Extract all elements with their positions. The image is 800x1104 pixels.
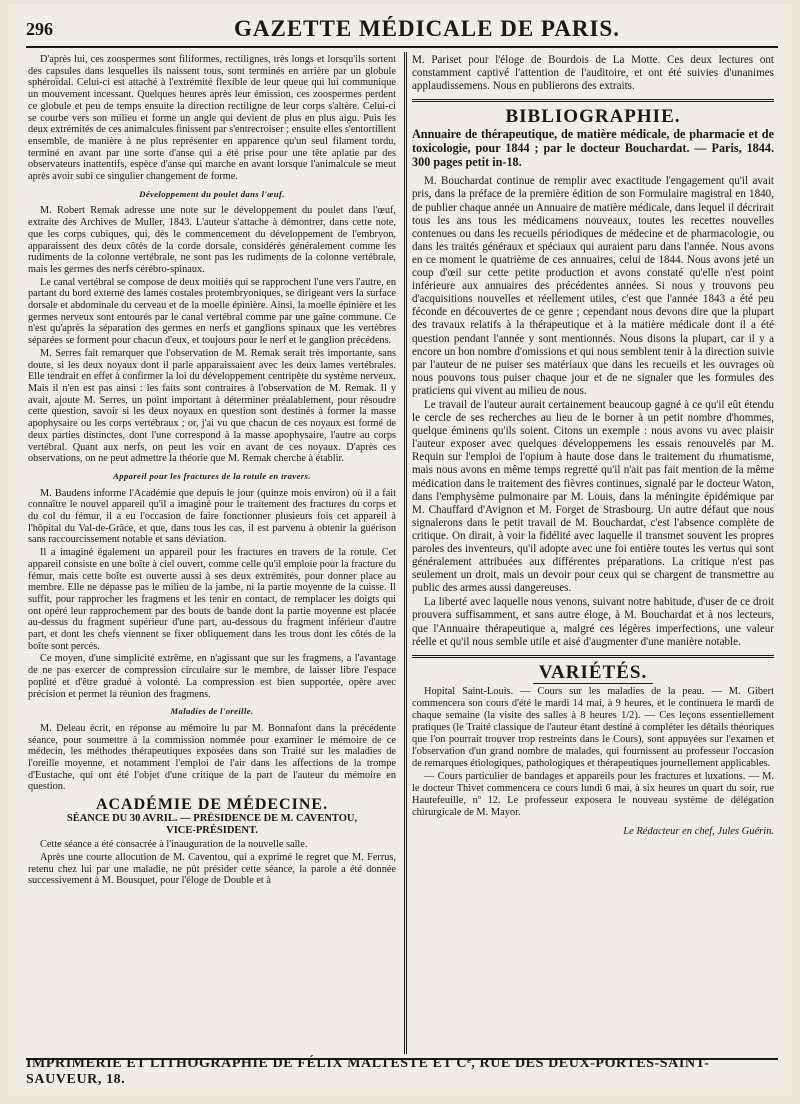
subheading-poulet: Développement du poulet dans l'œuf. [139, 188, 285, 199]
section-title-bibliographie: BIBLIOGRAPHIE. [505, 106, 681, 128]
paragraph: Après une courte allocution de M. Caventou, qui a exprimé le regret que M. Ferrus, retenu chez lui par une maladie, ne pût présider cette séance, la parole a été donnée successivement à M. Bousquet, pour l'éloge de Double et à [28, 852, 396, 887]
book-citation: Annuaire de thérapeutique, de matière médicale, de pharmacie et de toxicologie, pour 1844 ; par le docteur Bouchardat. — Paris, 1844. 300 pages petit in-18. [412, 127, 774, 170]
right-column [412, 54, 774, 1054]
varietes-section [412, 686, 774, 819]
header-rule [26, 46, 778, 48]
paragraph: Ce moyen, d'une simplicité extrême, en n'agissant que sur les fragmens, a l'avantage de ne pas exercer de compression circulaire sur le membre, de laisser libre l'espace poplité et d'être gradué à volonté. La compression est bien supportée, opère avec précision et permet la réunion des fragmens. [28, 653, 396, 700]
section-title-varietes: VARIÉTÉS. [538, 661, 648, 683]
column-divider [404, 52, 407, 1054]
subheading-rotule: Appareil pour les fractures de la rotule en travers. [113, 470, 311, 481]
review-paragraph: La liberté avec laquelle nous venons, suivant notre habitude, d'user de ce droit prouvera suffisamment, et sans autre éloge, à M. Bouchardat et à nos lecteurs, que l'Annuaire thérapeutique a, malgré ces légères imperfections, une valeur réelle et qu'il nous semble utile et aisé d'augmenter d'une manière notable. [412, 596, 774, 648]
paragraph: Le canal vertébral se compose de deux moitiés qui se rapprochent l'une vers l'autre, en partant du bord externe des lames costales protembryoniques, se dirigeant vers la surface dorsale et abdominale du cerveau et de la moelle épinière. Ainsi, la moelle épinière et les germes nerveux sont entourés par le canal vertébral comme par une gaîne commune. Ce n'est qu'après la séparation des germes en nerfs et ganglions spinaux que les vertèbres séparées se forment pour chacun d'eux, et toujours pour le nerf et le ganglion précédens. [28, 276, 396, 347]
paragraph: M. Serres fait remarquer que l'observation de M. Remak serait très importante, sans doute, si les deux noyaux dont il parle apparaissaient avec les deux lames vertébrales. Elle tendrait en effet à confirmer la loi du développement centripète du système nerveux. Mais il n'en est pas ainsi : les faits sont contraires à l'observation de M. Remak. Il y avait, ajoute M. Serres, un point important à déterminer préalablement, pour résoudre cette question, savoir si les deux noyaux en question sont destinés à former la masse apophysaire ou les corps vertébraux ; or, j'ai vu que chacun de ces noyaux est formé de deux parties distinctes, dont l'une correspond à la masse apophysaire, l'autre au corps vertébral. Quant aux nerfs, on peut les voir en avant de ces noyaux. D'après ces observations, on ne peut admettre la théorie que M. Remak cherche à établir. [28, 347, 396, 465]
review-paragraph: Le travail de l'auteur aurait certainement beaucoup gagné à ce qu'il eût étendu le cercle de ses recherches au lieu de le borner à un petit nombre d'hommes, quelque éminens qu'ils soient. Citons un exemple : nous avons vu avec plaisir l'auteur exposer avec quelques développemens les essais renouvelés par M. Requin sur l'emploi de l'opium à haute dose dans le traitement du rhumatisme, mais nous avons en même temps regretté qu'il n'ait pas fait mention de la même médication dans le traitement des fièvres continues, signalé par le docteur Waton, dans l'emphysème pulmonaire par M. Louis, dans la méningite épidémique par M. Chauffard d'Avignon et M. Forget de Strasbourg. Un autre défaut que nous signalerons dans le petit travail de M. Bouchardat, c'est l'absence complète de critique. On dirait, à voir la fidélité avec laquelle il transmet souvent les propres paroles des inventeurs, qu'il adopte avec une foi entière toutes les vertus qui sont généralement attribuées aux différentes préparations. La critique n'est pas seulement un droit, mais un devoir pour ceux qui se chargent de transmettre au public des armes aussi dangereuses. [412, 398, 774, 595]
section-title-academie: ACADÉMIE DE MÉDECINE. [95, 796, 329, 814]
continued-paragraph: M. Pariset pour l'éloge de Bourdois de La Motte. Ces deux lectures ont constamment captivé l'attention de l'auditoire, et ont été suivies d'unanimes applaudissemens. Nous en publierons des extraits. [412, 54, 774, 93]
vice-president-line: VICE-PRÉSIDENT. [166, 824, 258, 836]
journal-title: GAZETTE MÉDICALE DE PARIS. [234, 16, 620, 41]
paragraph: Il a imaginé également un appareil pour les fractures en travers de la rotule. Cet appareil consiste en une boîte à ciel ouvert, comme celle qu'il emploie pour la fracture du fémur, mais cette boîte est ouverte aussi à ses deux extrémités, pour donner place au membre. Elle ne dépasse pas le milieu de la jambe, ni la partie moyenne de la cuisse. Il suffit, pour rapprocher les fragmens et les tenir en contact, de remplacer les doigts qui ont opéré leur rapprochement par des bouts de bande dont la partie moyenne est placée au-dessus du fragment supérieur d'une part, au-dessous du fragment inférieur d'autre part, et dont les chefs viennent se fixer obliquement dans les trous dont les côtés de la boîte sont percés. [28, 547, 396, 652]
subheading-oreille: Maladies de l'oreille. [170, 706, 254, 717]
intro-paragraph: D'après lui, ces zoospermes sont filiformes, rectilignes, très longs et lorsqu'ils sortent des capsules dans lesquelles ils naissent tous, sont terminés en arrière par un globule sphéroïdal. Celui-ci est attaché à l'extrémité flexible de leur queue qui lui communique un mouvement incessant. Quelques heures après leur émission, ces zoospermes perdent ce globule et peu de temps ensuite la direction rectiligne de leur corps s'altère. Celui-ci se courbe vers son milieu et forme un angle qui devient de plus en plus aigu. Puis les deux extrémités de ces animalcules finissent par s'entrecroiser ; ensuite elles s'entortillent ensemble, de manière à ne plus représenter en apparence qu'un seul filament tordu, terminé en avant par une sorte d'anse qui a été prise pour une tête aplatie par des observateurs inattentifs, espèce d'anse qui marche en avant lorsque l'animalcule se meut après avoir subi ce singulier changement de forme. [28, 54, 396, 183]
paragraph: M. Deleau écrit, en réponse au mémoire lu par M. Bonnafont dans la précédente séance, pour soumettre à la commission nommée pour examiner le mémoire de ce médecin, les méthodes thérapeutiques exposées dans son Traité sur les maladies de l'oreille moyenne, et notamment l'emploi de l'air dans les affections de la trompe d'Eustache, qui ont été l'objet d'une critique de la part de l'auteur du mémoire en question. [28, 722, 396, 793]
review-paragraph: M. Bouchardat continue de remplir avec exactitude l'engagement qu'il avait pris, dans la préface de la première édition de son Formulaire magistral en 1840, de publier chaque année un Annuaire de matière médicale, dans lequel il décrirait tous les ans tous les médicamens nouveaux, toutes les recettes nouvelles contenues ou dans les recueils périodiques de médecine et de pharmacologie, ou dans les traités généraux et spéciaux qui auraient paru dans l'année. Nous avons en ce moment le quatrième de ces annuaires, celui de 1844. Nous avons jeté un coup d'œil sur cette petite production et avons constaté qu'elle n'est point inférieure aux annuaires des précédentes années. Si nous y trouvons peu d'acquisitions nouvelles et réellement utiles, c'est que l'année 1843 a été peu féconde en découvertes de ce genre ; cependant nous devons dire que la plupart des travaux relatifs à la thérapeutique et à la matière médicale dont il a été question pendant l'année y sont mentionnés. Nous disons la plupart, car il y a encore un bon nombre d'omissions et qui nous semblent tenir à la direction suivie par l'auteur de ne puiser ses matériaux que dans les recueils et les ouvrages où nous pouvons tous puiser chaque jour et de ne signaler que les formules des praticiens qui vivent au milieu de nous. [412, 175, 774, 397]
section-rule [412, 655, 774, 658]
varietes-paragraph: Hopital Saint-Louis. — Cours sur les maladies de la peau. — M. Gibert commencera son cours d'été le mardi 14 mai, à 9 heures, et le continuera le mardi de chaque semaine (la visite des salles à 8 heures 1/2). — Ces leçons essentiellement pratiques (le Traité classique de l'auteur étant destiné à compléter les détails théoriques que l'on pourrait trouver trop restreints dans le Cours), sont appuyées sur l'examen et l'observation d'un grand nombre de malades, qui fournissent au professeur l'occasion de remarques étiologiques, pathologiques et thérapeutiques journellement applicables. [412, 685, 774, 769]
section-rule [412, 99, 774, 102]
editor-signature: Le Rédacteur en chef, Jules Guérin. [623, 825, 774, 837]
left-column [28, 54, 396, 1054]
paragraph: M. Robert Remak adresse une note sur le développement du poulet dans l'œuf, extraite des Archives de Muller, 1843. L'auteur s'attache à démontrer, dans cette note, que les corps cubiques, qui, dès le commencement du développement de l'embryon, apparaissent des deux côtés de la corde dorsale, considérés généralement comme les rudiments de la colonne vertébrale, ne sont pas les rudiments de la colonne vertébrale, mais les germes des nerfs cérébro-spinaux. [28, 205, 396, 275]
paragraph: M. Baudens informe l'Académie que depuis le jour (quinze mois environ) où il a fait connaître le nouvel appareil qu'il a imaginé pour le traitement des fractures du corps et du col du fémur, il a eu l'occasion de faire fonctionner plusieurs fois cet appareil à l'hôpital du Val-de-Grâce, et que, dans tous les cas, il est parvenu à obtenir la guérison sans raccourcissement notable et sans déviation. [28, 487, 396, 546]
short-rule [533, 683, 653, 684]
varietes-paragraph: — Cours particulier de bandages et appareils pour les fractures et luxations. — M. le docteur Thivet commencera ce cours lundi 6 mai, à six heures un quart du soir, rue Hautefeuille, nº 12. Le professeur exposera le nouveau système de délégation chirurgicale de M. Mayor. [412, 770, 774, 818]
newspaper-page [8, 4, 792, 1096]
paragraph: Cette séance a été consacrée à l'inauguration de la nouvelle salle. [40, 839, 308, 851]
page-number: 296 [26, 18, 53, 39]
printer-imprint: IMPRIMERIE ET LITHOGRAPHIE DE FÉLIX MALTESTE ET Cᵉ, RUE DES DEUX-PORTES-SAINT-SAUVEUR, 18. [26, 1058, 778, 1084]
seance-line: SÉANCE DU 30 AVRIL. — PRÉSIDENCE DE M. CAVENTOU, [66, 812, 358, 824]
page-header [26, 14, 778, 44]
